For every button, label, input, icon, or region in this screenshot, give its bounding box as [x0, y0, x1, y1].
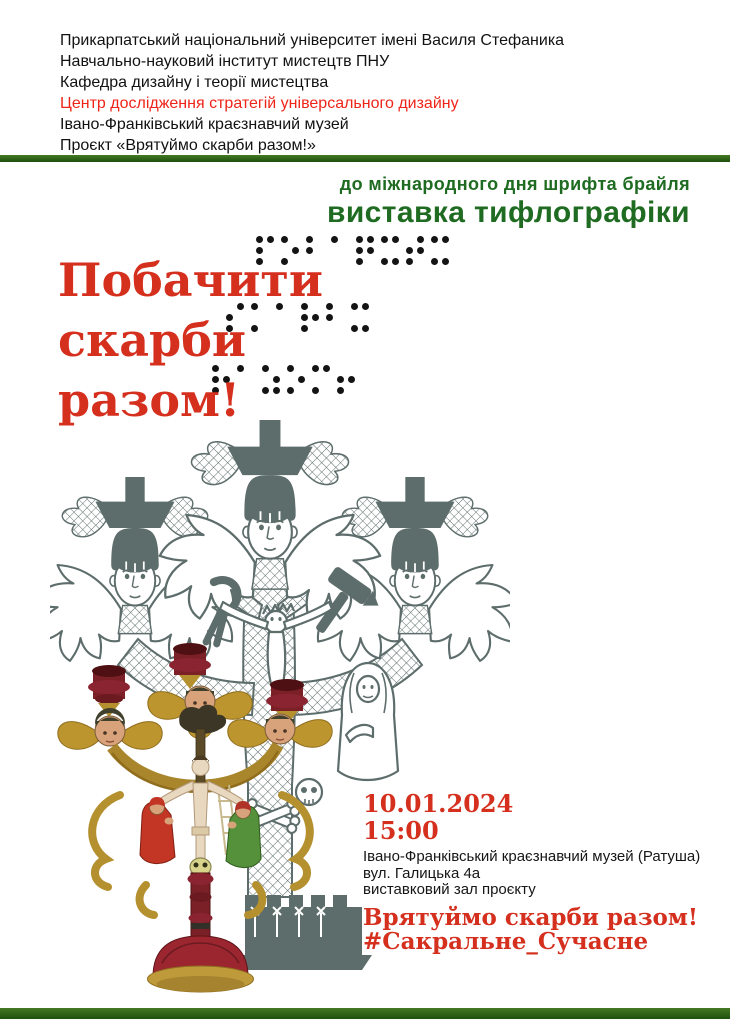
- subtitle-exhibition: виставка тифлографіки: [327, 196, 690, 229]
- title-line-3: разом!: [58, 373, 241, 427]
- poster-title: [58, 250, 323, 430]
- skull-outline-icon: [296, 779, 322, 805]
- candelabrum-stem: [188, 873, 214, 941]
- header-line-department: Кафедра дизайну і теорії мистецтва: [60, 74, 329, 91]
- crucifix-figure-outline: [220, 602, 332, 684]
- red-figure: [140, 797, 175, 864]
- subtitle-block: [327, 172, 690, 229]
- bottom-green-rule: [0, 1008, 730, 1019]
- title-line-1: Побачити: [58, 253, 324, 307]
- header-line-project: Проєкт «Врятуймо скарби разом!»: [60, 137, 316, 154]
- mary-figure-outline: [338, 663, 398, 780]
- event-slogan: Врятуймо скарби разом!: [363, 903, 698, 931]
- event-hashtag: #Сакральне_Сучасне: [363, 928, 649, 955]
- event-block: [363, 790, 700, 955]
- candelabrum-base: [148, 936, 254, 992]
- event-address: вул. Галицька 4а: [363, 864, 481, 882]
- header-line-university: Прикарпатський національний університет імені Василя Стефаника: [60, 32, 565, 49]
- tree-base: [235, 895, 372, 970]
- title-line-2: скарби: [58, 313, 246, 367]
- top-green-rule: [0, 155, 730, 162]
- event-time: 15:00: [363, 816, 439, 845]
- header-line-museum: Івано-Франківський краєзнавчий музей: [60, 116, 349, 133]
- event-date: 10.01.2024: [363, 789, 514, 818]
- header-line-institute: Навчально-науковий інститут мистецтв ПНУ: [60, 53, 390, 70]
- event-hall: виставковий зал проєкту: [363, 881, 536, 898]
- header-line-center: Центр дослідження стратегій універсального дизайну: [60, 95, 459, 112]
- header-block: [60, 30, 564, 156]
- subtitle-occasion: до міжнародного дня шрифта брайля: [339, 174, 690, 194]
- event-venue: Івано-Франківський краєзнавчий музей (Ратуша): [363, 848, 701, 865]
